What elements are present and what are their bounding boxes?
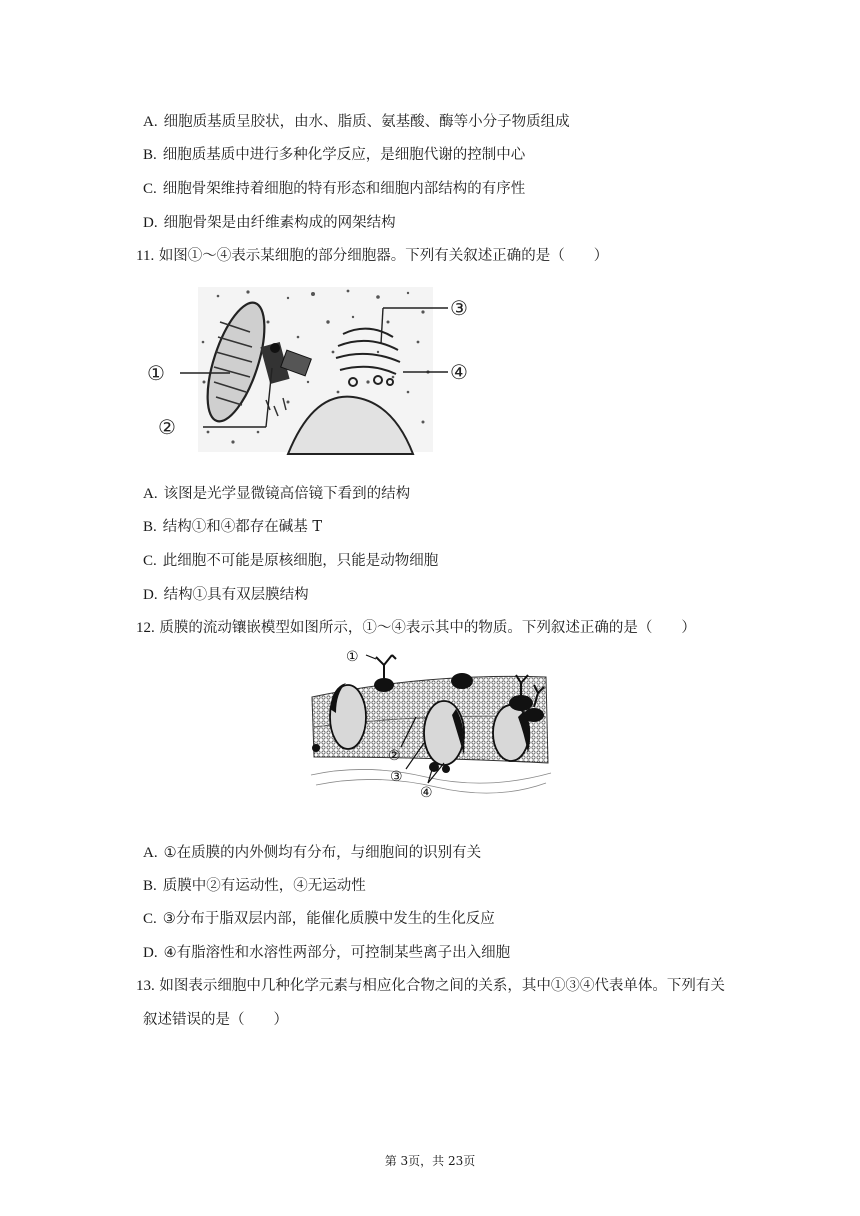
option-letter: C. [143, 181, 157, 197]
figure-label-2: ② [158, 415, 176, 439]
option-letter: D. [143, 945, 158, 961]
option-text: 细胞质基质中进行多种化学反应，是细胞代谢的控制中心 [162, 147, 526, 163]
page-footer: 第 3页，共 23页 [384, 1154, 476, 1168]
option-letter: C. [143, 553, 157, 569]
figure-label-3: ③ [390, 769, 403, 785]
option-text: 此细胞不可能是原核细胞，只能是动物细胞 [162, 553, 439, 569]
q12-stem [136, 618, 696, 638]
q10-option-d [143, 213, 396, 233]
question-text: 质膜的流动镶嵌模型如图所示，①～④表示其中的物质。下列叙述正确的是（ ） [159, 620, 696, 636]
organelle-figure [138, 282, 488, 462]
q12-option-b [143, 876, 366, 896]
q13-stem-line1 [136, 976, 725, 996]
option-text: 细胞骨架维持着细胞的特有形态和细胞内部结构的有序性 [162, 181, 526, 197]
option-letter: B. [143, 519, 157, 535]
option-letter: D. [143, 587, 158, 603]
q11-option-b [143, 517, 322, 537]
q11-stem [136, 246, 608, 266]
figure-label-4: ④ [450, 360, 468, 384]
option-letter: A. [143, 845, 158, 861]
option-text: ①在质膜的内外侧均有分布，与细胞间的识别有关 [163, 845, 482, 861]
figure-label-4: ④ [420, 785, 433, 800]
q11-option-a [143, 484, 410, 504]
option-text: 质膜中②有运动性，④无运动性 [162, 878, 366, 894]
figure-label-1: ① [346, 649, 359, 665]
option-letter: C. [143, 911, 157, 927]
option-text: ④有脂溶性和水溶性两部分，可控制某些离子出入细胞 [163, 945, 511, 961]
option-letter: A. [143, 486, 158, 502]
q12-option-c [143, 909, 495, 929]
q10-option-c [143, 179, 525, 199]
option-letter: A. [143, 114, 158, 130]
q10-option-a [143, 112, 570, 132]
option-letter: D. [143, 215, 158, 231]
q12-option-a [143, 843, 481, 863]
option-text: 细胞骨架是由纤维素构成的网架结构 [163, 215, 396, 231]
figure-label-1: ① [147, 361, 165, 385]
question-number: 11. [136, 248, 155, 264]
option-text: 结构①和④都存在碱基 T [162, 519, 323, 535]
q13-stem-line2 [143, 1010, 288, 1030]
q11-option-d [143, 585, 309, 605]
option-text: 该图是光学显微镜高倍镜下看到的结构 [163, 486, 411, 502]
question-number: 12. [136, 620, 155, 636]
q11-option-c [143, 551, 438, 571]
option-text: ③分布于脂双层内部，能催化质膜中发生的生化反应 [162, 911, 495, 927]
question-text: 如图表示细胞中几种化学元素与相应化合物之间的关系，其中①③④代表单体。下列有关 [159, 978, 725, 994]
question-number: 13. [136, 978, 155, 994]
q12-option-d [143, 943, 510, 963]
figure-label-2: ② [388, 748, 401, 764]
figure-label-3: ③ [450, 296, 468, 320]
question-text: 叙述错误的是（ ） [143, 1012, 288, 1028]
q10-option-b [143, 145, 525, 165]
option-letter: B. [143, 147, 157, 163]
option-text: 结构①具有双层膜结构 [163, 587, 309, 603]
question-text: 如图①～④表示某细胞的部分细胞器。下列有关叙述正确的是（ ） [158, 248, 609, 264]
option-letter: B. [143, 878, 157, 894]
membrane-figure [306, 645, 556, 800]
option-text: 细胞质基质呈胶状，由水、脂质、氨基酸、酶等小分子物质组成 [163, 114, 570, 130]
